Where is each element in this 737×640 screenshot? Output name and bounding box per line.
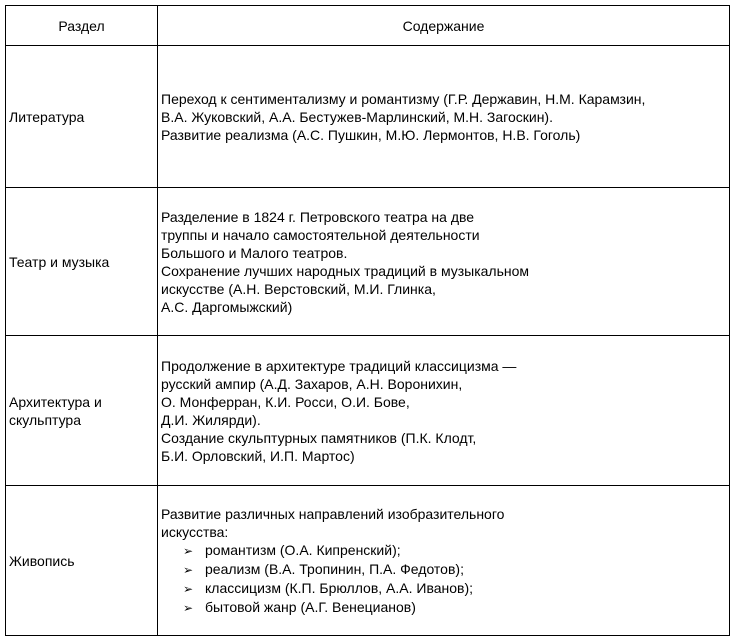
content-cell (158, 188, 730, 336)
section-cell: Театр и музыка (6, 188, 158, 336)
content-cell (158, 486, 730, 636)
table-row (6, 336, 730, 486)
content-line: искусства: (161, 523, 229, 540)
arrow-bullet-icon: ➢ (183, 581, 194, 596)
section-line: Архитектура и (9, 393, 102, 410)
content-cell (158, 336, 730, 486)
content-line: Сохранение лучших народных традиций в музыкальном (161, 262, 530, 279)
section-line: скульптура (9, 411, 82, 428)
arrow-bullet-icon: ➢ (183, 562, 194, 577)
table-row (6, 486, 730, 636)
bullet-text: классицизм (К.П. Брюллов, А.А. Иванов); (205, 579, 474, 596)
content-table (5, 5, 730, 636)
bullet-text: бытовой жанр (А.Г. Венецианов) (205, 598, 416, 615)
section-cell: Живопись (6, 486, 158, 636)
content-cell (158, 46, 730, 188)
section-cell: Литература (6, 46, 158, 188)
content-line: русский ампир (А.Д. Захаров, А.Н. Воронихин, (161, 375, 463, 392)
arrow-bullet-icon: ➢ (183, 600, 194, 615)
content-line: Большого и Малого театров. (161, 244, 348, 261)
content-line: В.А. Жуковский, А.А. Бестужев-Марлинский, М.Н. Загоскин). (161, 108, 553, 125)
list-item (183, 579, 726, 598)
table-row (6, 46, 730, 188)
content-line: Разделение в 1824 г. Петровского театра на две (161, 208, 475, 225)
list-item (183, 541, 726, 560)
list-item (183, 598, 726, 617)
content-line: труппы и начало самостоятельной деятельности (161, 226, 480, 243)
content-line: Развитие реализма (А.С. Пушкин, М.Ю. Лермонтов, Н.В. Гоголь) (161, 126, 581, 143)
content-line: Развитие различных направлений изобразительного (161, 505, 505, 522)
content-line: Переход к сентиментализму и романтизму (Г.Р. Державин, Н.М. Карамзин, (161, 90, 646, 107)
header-content: Содержание (158, 6, 730, 46)
list-item (183, 560, 726, 579)
content-line: Продолжение в архитектуре традиций классицизма — (161, 357, 517, 374)
content-line: Б.И. Орловский, И.П. Мартос) (161, 447, 355, 464)
content-line: А.С. Даргомыжский) (161, 298, 293, 315)
table-header-row (6, 6, 730, 46)
header-section: Раздел (6, 6, 158, 46)
bullet-list (161, 541, 726, 617)
content-line: искусстве (А.Н. Верстовский, М.И. Глинка, (161, 280, 436, 297)
content-line: Д.И. Жилярди). (161, 411, 261, 428)
content-line: О. Монферран, К.И. Росси, О.И. Бове, (161, 393, 410, 410)
arrow-bullet-icon: ➢ (183, 543, 194, 558)
table-row (6, 188, 730, 336)
content-line: Создание скульптурных памятников (П.К. Клодт, (161, 429, 477, 446)
bullet-text: романтизм (О.А. Кипренский); (205, 541, 401, 558)
bullet-text: реализм (В.А. Тропинин, П.А. Федотов); (205, 560, 464, 577)
section-cell (6, 336, 158, 486)
